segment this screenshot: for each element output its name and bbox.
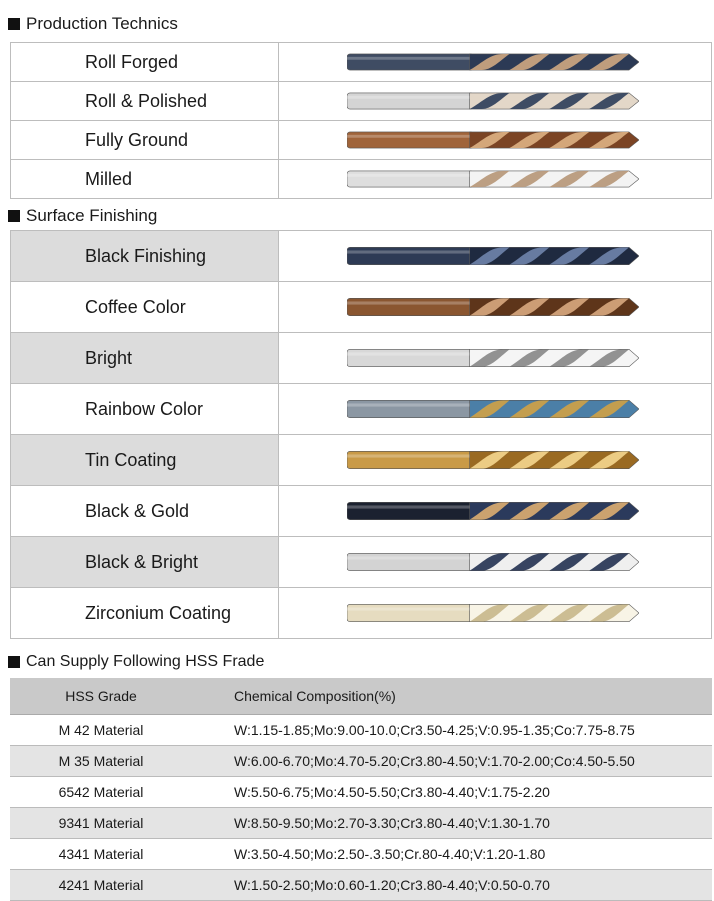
table-row [11, 486, 712, 537]
table-row [10, 746, 712, 777]
drill-bit-image [347, 548, 639, 576]
grade-cell: M 42 Material [10, 715, 192, 746]
drill-bit-image [347, 166, 639, 192]
finish-label: Fully Ground [11, 121, 279, 160]
composition-cell: W:3.50-4.50;Mo:2.50-.3.50;Cr.80-4.40;V:1.20-1.80 [192, 839, 712, 870]
bullet-square-icon [8, 210, 20, 222]
composition-cell: W:1.15-1.85;Mo:9.00-10.0;Cr3.50-4.25;V:0.95-1.35;Co:7.75-8.75 [192, 715, 712, 746]
grade-cell: 4341 Material [10, 839, 192, 870]
bullet-square-icon [8, 18, 20, 30]
composition-cell: W:1.50-2.50;Mo:0.60-1.20;Cr3.80-4.40;V:0.50-0.70 [192, 870, 712, 901]
drill-bit-image [347, 242, 639, 270]
table-row [11, 121, 712, 160]
table-row [11, 231, 712, 282]
grade-cell: 6542 Material [10, 777, 192, 808]
table-row [10, 715, 712, 746]
production-technics-table [10, 42, 712, 199]
finish-label: Roll Forged [11, 43, 279, 82]
grade-cell: 9341 Material [10, 808, 192, 839]
table-row [11, 82, 712, 121]
finish-label: Roll & Polished [11, 82, 279, 121]
table-row [11, 435, 712, 486]
drill-image-cell [279, 282, 712, 333]
drill-image-cell [279, 333, 712, 384]
column-header-grade: HSS Grade [10, 678, 192, 715]
finish-label: Zirconium Coating [11, 588, 279, 639]
hss-grade-heading [8, 651, 264, 673]
drill-image-cell [279, 537, 712, 588]
drill-image-cell [279, 486, 712, 537]
drill-image-cell [279, 82, 712, 121]
hss-grade-table [10, 678, 712, 901]
grade-cell: 4241 Material [10, 870, 192, 901]
drill-bit-image [347, 344, 639, 372]
drill-bit-image [347, 497, 639, 525]
drill-image-cell [279, 160, 712, 199]
section-title: Can Supply Following HSS Frade [26, 653, 265, 670]
composition-cell: W:6.00-6.70;Mo:4.70-5.20;Cr3.80-4.50;V:1.70-2.00;Co:4.50-5.50 [192, 746, 712, 777]
drill-image-cell [279, 588, 712, 639]
drill-image-cell [279, 435, 712, 486]
drill-bit-image [347, 599, 639, 627]
finish-label: Black Finishing [11, 231, 279, 282]
table-row [10, 870, 712, 901]
section-title: Surface Finishing [26, 206, 158, 225]
table-row [11, 160, 712, 199]
production-technics-heading [8, 13, 178, 35]
drill-image-cell [279, 231, 712, 282]
table-row [11, 333, 712, 384]
finish-label: Bright [11, 333, 279, 384]
finish-label: Milled [11, 160, 279, 199]
drill-bit-image [347, 446, 639, 474]
finish-label: Coffee Color [11, 282, 279, 333]
finish-label: Rainbow Color [11, 384, 279, 435]
table-row [11, 282, 712, 333]
finish-label: Black & Bright [11, 537, 279, 588]
surface-finishing-table [10, 230, 712, 639]
drill-bit-image [347, 127, 639, 153]
drill-bit-image [347, 293, 639, 321]
table-row [10, 839, 712, 870]
table-row [11, 43, 712, 82]
drill-bit-image [347, 395, 639, 423]
composition-cell: W:8.50-9.50;Mo:2.70-3.30;Cr3.80-4.40;V:1.30-1.70 [192, 808, 712, 839]
table-row [11, 588, 712, 639]
finish-label: Tin Coating [11, 435, 279, 486]
bullet-square-icon [8, 656, 20, 668]
drill-bit-image [347, 88, 639, 114]
table-header-row [10, 678, 712, 715]
surface-finishing-heading [8, 205, 157, 227]
section-title: Production Technics [26, 14, 178, 33]
drill-image-cell [279, 384, 712, 435]
table-row [10, 777, 712, 808]
grade-cell: M 35 Material [10, 746, 192, 777]
finish-label: Black & Gold [11, 486, 279, 537]
drill-bit-image [347, 49, 639, 75]
table-row [11, 537, 712, 588]
drill-image-cell [279, 43, 712, 82]
table-row [11, 384, 712, 435]
drill-image-cell [279, 121, 712, 160]
table-row [10, 808, 712, 839]
column-header-composition: Chemical Composition(%) [192, 678, 712, 715]
composition-cell: W:5.50-6.75;Mo:4.50-5.50;Cr3.80-4.40;V:1.75-2.20 [192, 777, 712, 808]
